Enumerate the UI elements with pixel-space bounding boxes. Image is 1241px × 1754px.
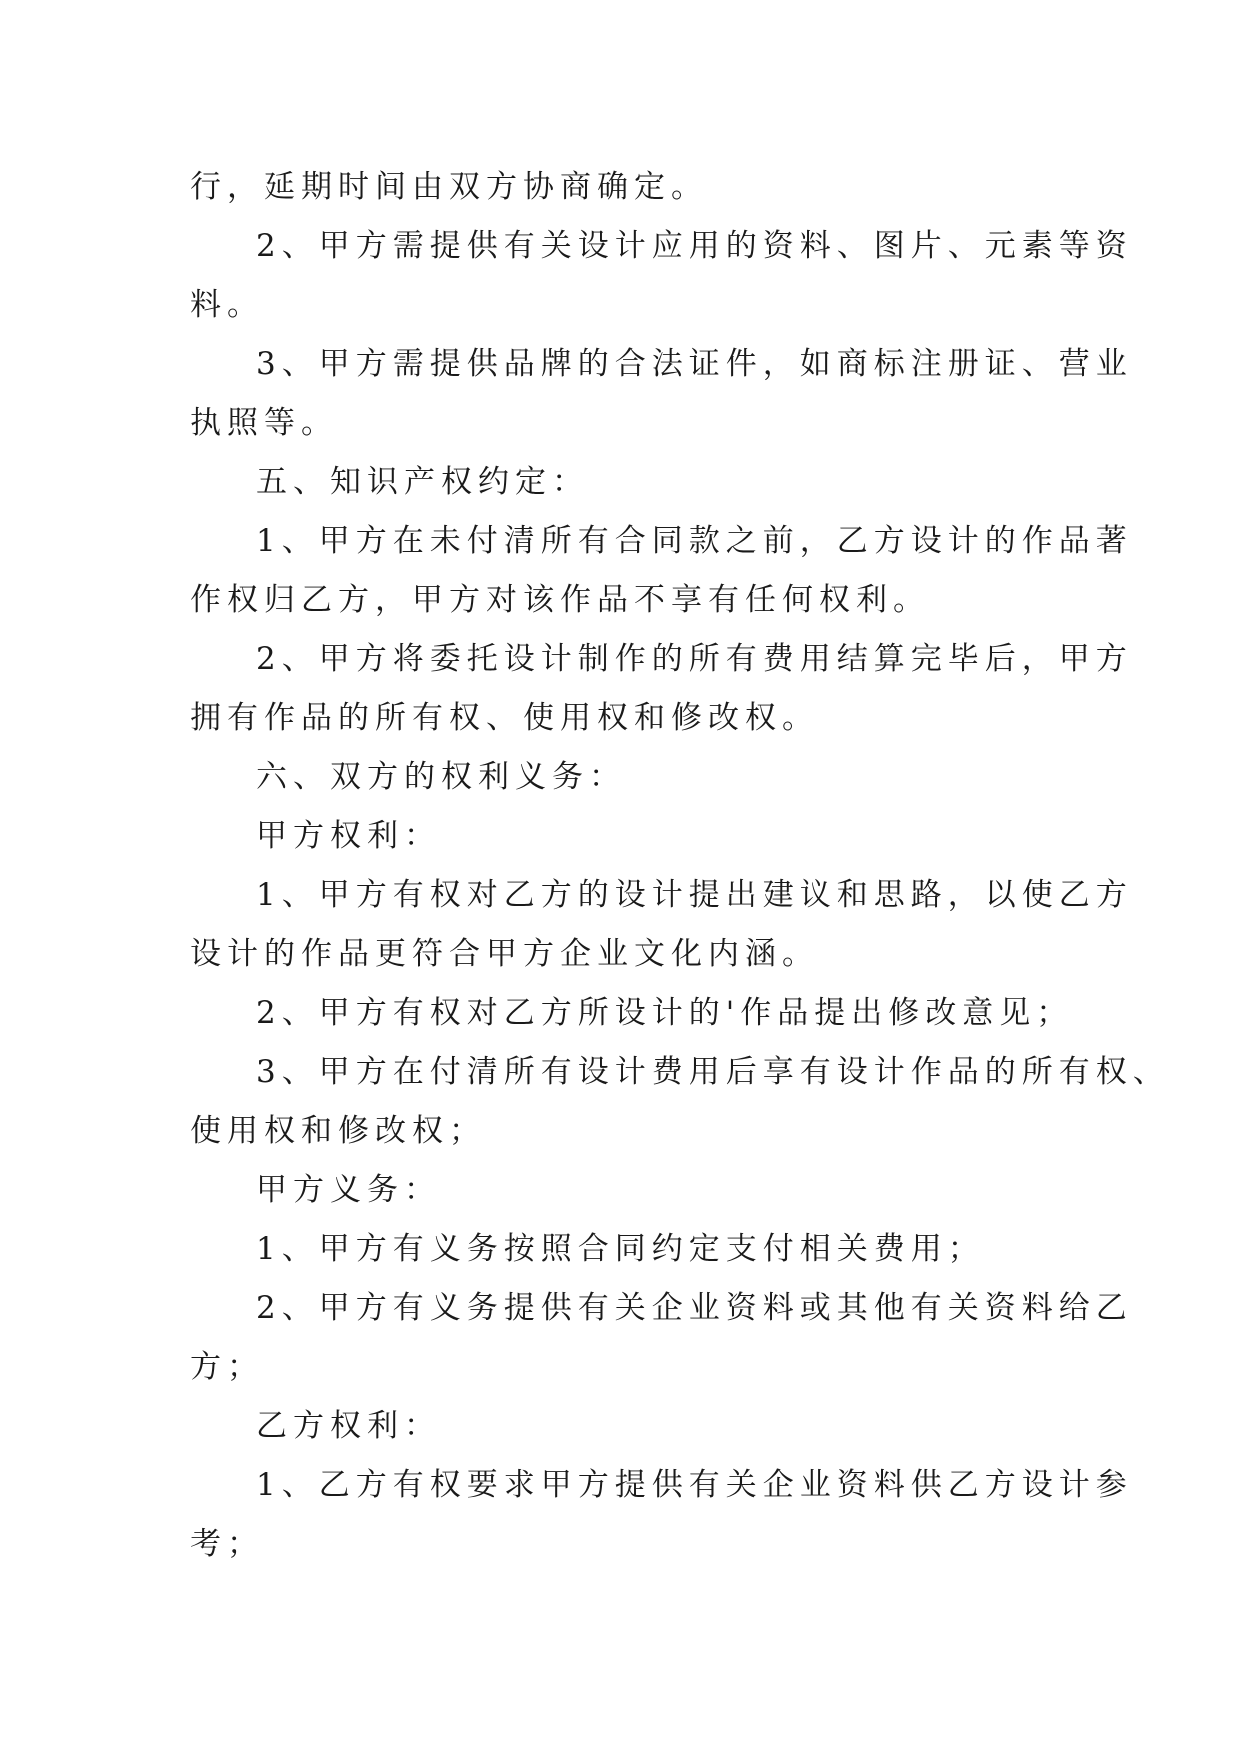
text-line: 1、乙方有权要求甲方提供有关企业资料供乙方设计参 [256, 1467, 1133, 1503]
text-line: 行，延期时间由双方协商确定。 [190, 169, 708, 205]
subsection-heading: 甲方权利： [256, 818, 441, 854]
text-line: 1、甲方有义务按照合同约定支付相关费用； [256, 1231, 985, 1267]
text-line: 拥有作品的所有权、使用权和修改权。 [190, 700, 819, 736]
text-line: 2、甲方有义务提供有关企业资料或其他有关资料给乙 [256, 1290, 1133, 1326]
text-line: 设计的作品更符合甲方企业文化内涵。 [190, 936, 819, 972]
text-line: 考； [190, 1526, 264, 1562]
text-line: 作权归乙方，甲方对该作品不享有任何权利。 [190, 582, 930, 618]
text-line: 2、甲方需提供有关设计应用的资料、图片、元素等资 [256, 228, 1133, 264]
text-line: 1、甲方在未付清所有合同款之前，乙方设计的作品著 [256, 523, 1133, 559]
text-line: 2、甲方有权对乙方所设计的'作品提出修改意见； [256, 995, 1074, 1031]
text-line: 料。 [190, 287, 264, 323]
text-line: 执照等。 [190, 405, 338, 441]
subsection-heading: 乙方权利： [256, 1408, 441, 1444]
text-line: 2、甲方将委托设计制作的所有费用结算完毕后，甲方 [256, 641, 1133, 677]
text-line: 3、甲方在付清所有设计费用后享有设计作品的所有权、 [256, 1054, 1170, 1090]
section-heading: 五、知识产权约定： [256, 464, 589, 500]
text-line: 使用权和修改权； [190, 1113, 486, 1149]
text-line: 1、甲方有权对乙方的设计提出建议和思路，以使乙方 [256, 877, 1133, 913]
subsection-heading: 甲方义务： [256, 1172, 441, 1208]
section-heading: 六、双方的权利义务： [256, 759, 626, 795]
text-line: 3、甲方需提供品牌的合法证件，如商标注册证、营业 [256, 346, 1133, 382]
document-body [190, 158, 1170, 1574]
text-line: 方； [190, 1349, 264, 1385]
